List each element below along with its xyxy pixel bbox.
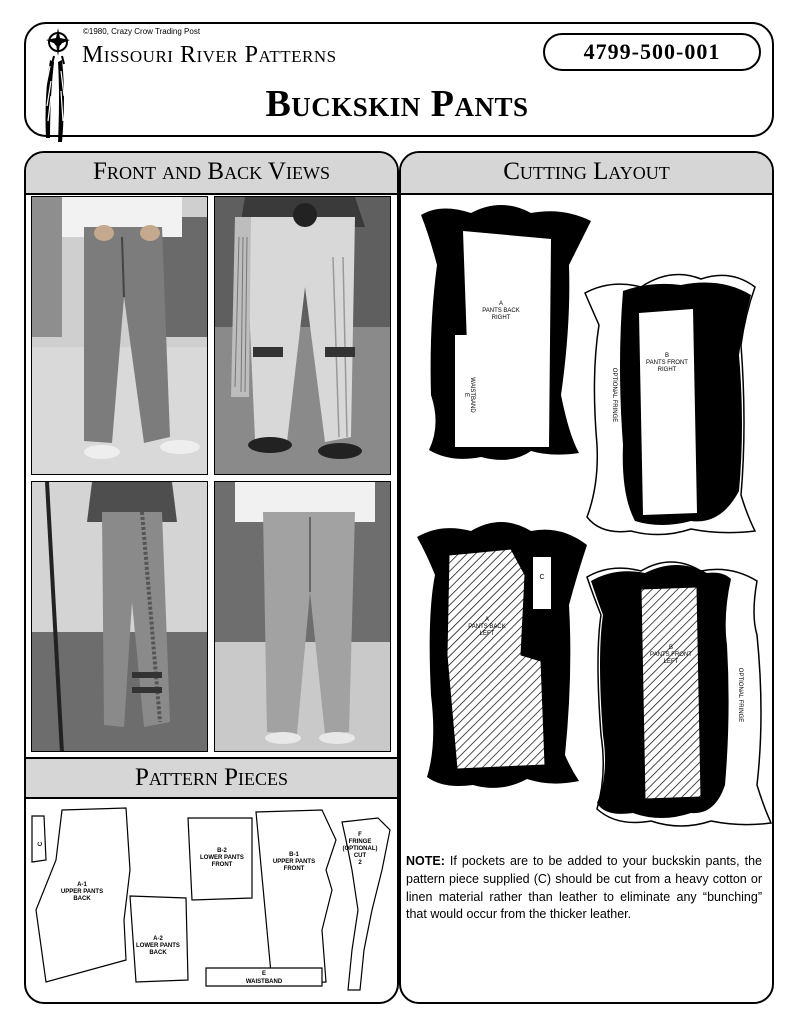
cutting-layout-diagram bbox=[401, 195, 772, 845]
side-view-fringed-photo bbox=[31, 481, 208, 752]
layout-e-code: E bbox=[463, 392, 469, 398]
note-paragraph bbox=[406, 853, 762, 924]
piece-c-left-shape bbox=[533, 557, 551, 609]
front-view-photo bbox=[31, 196, 208, 475]
piece-e-name: WAISTBAND bbox=[245, 979, 283, 985]
pieces-section-title: Pattern Pieces bbox=[26, 757, 397, 799]
piece-f-sub: (OPTIONAL) bbox=[342, 846, 378, 852]
piece-c-label: C bbox=[38, 841, 44, 847]
pattern-pieces-diagram bbox=[26, 800, 397, 1002]
copyright-text: ©1980, Crazy Crow Trading Post bbox=[83, 27, 201, 36]
piece-a1-name: UPPER PANTS bbox=[60, 889, 104, 895]
piece-f-name: FRINGE bbox=[348, 839, 372, 845]
piece-e-code: E bbox=[261, 971, 267, 977]
back-view-fringed-photo bbox=[214, 196, 391, 475]
note-label: NOTE: bbox=[406, 854, 445, 868]
brand-name: Missouri River Patterns bbox=[82, 42, 337, 68]
piece-b2-sub: FRONT bbox=[211, 862, 233, 868]
layout-fringe-2: OPTIONAL FRINGE bbox=[737, 667, 743, 723]
layout-section-title: Cutting Layout bbox=[401, 153, 772, 195]
piece-c-outline bbox=[32, 816, 46, 862]
piece-b-left-shape bbox=[641, 587, 701, 799]
piece-f-count: 2 bbox=[358, 860, 362, 866]
layout-a-right-name: PANTS BACK bbox=[482, 308, 520, 314]
catalog-number: 4799-500-001 bbox=[543, 33, 761, 71]
piece-b-right-shape bbox=[639, 309, 697, 515]
note-text: If pockets are to be added to your buckskin pants, the pattern piece supplied (C) should be cut from a heavy cotton or linen material rather than leather to eliminate any “bunching” that would occur from the thicker leather. bbox=[406, 854, 762, 922]
layout-a-left-code: A bbox=[484, 617, 490, 623]
layout-b-left-code: B bbox=[668, 645, 674, 651]
piece-b2-code: B-2 bbox=[217, 848, 227, 854]
piece-b2-name: LOWER PANTS bbox=[200, 855, 244, 861]
back-view-photo bbox=[214, 481, 391, 752]
layout-a-left-side: LEFT bbox=[479, 631, 495, 637]
layout-b-left-name: PANTS FRONT bbox=[650, 652, 692, 658]
piece-a1-sub: BACK bbox=[73, 896, 91, 902]
piece-b1-outline bbox=[256, 810, 336, 984]
piece-a-right-shape bbox=[463, 231, 551, 447]
piece-a2-name: LOWER PANTS bbox=[136, 943, 180, 949]
piece-b1-name: UPPER PANTS bbox=[272, 859, 316, 865]
piece-b1-sub: FRONT bbox=[283, 866, 305, 872]
page-title: Buckskin Pants bbox=[265, 83, 529, 125]
piece-a2-code: A-2 bbox=[153, 936, 163, 942]
layout-a-right-code: A bbox=[498, 301, 504, 307]
layout-a-right-side: RIGHT bbox=[491, 315, 511, 321]
layout-c-code: C bbox=[539, 574, 545, 581]
layout-fringe-1: OPTIONAL FRINGE bbox=[611, 367, 617, 423]
piece-a1-outline bbox=[36, 808, 130, 982]
piece-a2-sub: BACK bbox=[149, 950, 167, 956]
layout-b-right-code: B bbox=[664, 353, 670, 359]
views-section-title: Front and Back Views bbox=[26, 153, 397, 195]
piece-f-code: F bbox=[358, 832, 362, 838]
layout-b-right-name: PANTS FRONT bbox=[646, 360, 688, 366]
layout-b-right-side: RIGHT bbox=[657, 367, 677, 373]
layout-b-left-side: LEFT bbox=[663, 659, 679, 665]
layout-e-name: WAISTBAND bbox=[469, 377, 475, 413]
piece-b1-code: B-1 bbox=[289, 852, 299, 858]
layout-a-left-name: PANTS BACK bbox=[468, 624, 506, 630]
piece-a1-code: A-1 bbox=[77, 882, 87, 888]
piece-f-cut: CUT bbox=[353, 853, 367, 859]
